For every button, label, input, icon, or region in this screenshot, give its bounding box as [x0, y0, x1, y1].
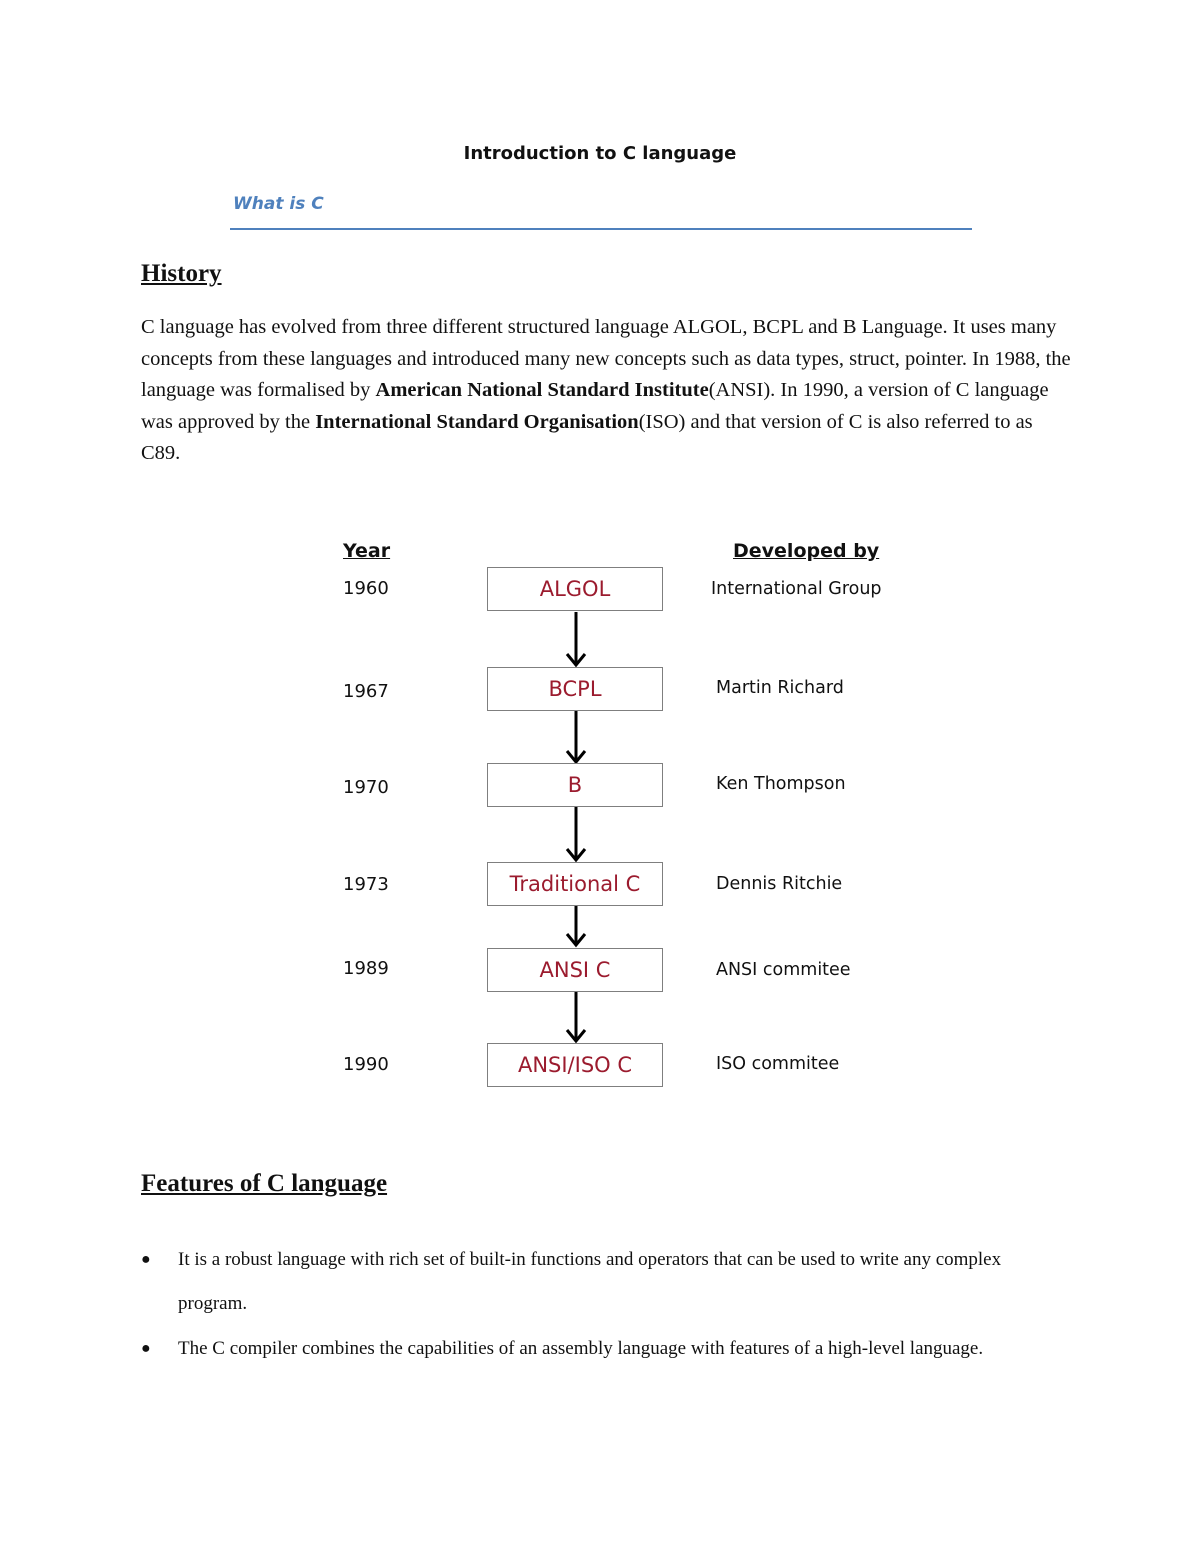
ansi-full-name: American National Standard Institute — [375, 379, 709, 401]
timeline-year: 1967 — [343, 681, 389, 702]
down-arrow-icon — [564, 906, 588, 948]
features-heading: Features of C language — [141, 1170, 388, 1197]
year-column-header: Year — [343, 540, 391, 562]
iso-full-name: International Standard Organisation — [315, 410, 639, 433]
bullet-icon: ● — [141, 1251, 151, 1268]
timeline-language-box: Traditional C — [487, 862, 663, 906]
down-arrow-icon — [564, 807, 588, 863]
timeline-language-box: BCPL — [487, 667, 663, 711]
subtitle: What is C — [233, 194, 324, 214]
timeline-language-box: ALGOL — [487, 567, 663, 611]
timeline-developer: Ken Thompson — [716, 774, 846, 794]
timeline-developer: ISO commitee — [716, 1054, 840, 1074]
timeline-year: 1970 — [343, 777, 389, 798]
timeline-developer: International Group — [711, 579, 882, 599]
timeline-year: 1990 — [343, 1054, 389, 1075]
list-item-text: It is a robust language with rich set of built-in functions and operators that can be used to write any complex program. — [178, 1249, 1002, 1314]
history-paragraph — [141, 312, 1071, 470]
timeline-developer: Martin Richard — [716, 678, 844, 698]
list-item-text: The C compiler combines the capabilities of an assembly language with features of a high-level language. — [178, 1338, 984, 1359]
timeline-language-box: B — [487, 763, 663, 807]
history-text-2: (ANSI). In 1990, a version of C language was approved by the — [141, 379, 1049, 433]
list-item — [141, 1238, 1041, 1326]
timeline-language-box: ANSI/ISO C — [487, 1043, 663, 1087]
bullet-icon: ● — [141, 1340, 151, 1357]
timeline-developer: ANSI commitee — [716, 960, 851, 980]
timeline-year: 1973 — [343, 874, 389, 895]
down-arrow-icon — [564, 992, 588, 1044]
document-title: Introduction to C language — [463, 143, 737, 164]
developer-column-header: Developed by — [733, 540, 880, 562]
timeline-language-box: ANSI C — [487, 948, 663, 992]
history-text-3: (ISO) and that version of C is also referred to as C89. — [141, 410, 1033, 464]
list-item — [141, 1327, 1041, 1371]
timeline-year: 1960 — [343, 578, 389, 599]
subtitle-divider — [230, 228, 972, 230]
history-text-1: C language has evolved from three different structured language ALGOL, BCPL and B Language. It uses many concepts from these languages and introduced many new concepts such as data types, struct, pointer. In 1988, the language was formalised by — [141, 316, 1071, 401]
down-arrow-icon — [564, 612, 588, 668]
timeline-year: 1989 — [343, 958, 389, 979]
timeline-developer: Dennis Ritchie — [716, 874, 843, 894]
history-heading: History — [141, 260, 222, 287]
down-arrow-icon — [564, 711, 588, 765]
